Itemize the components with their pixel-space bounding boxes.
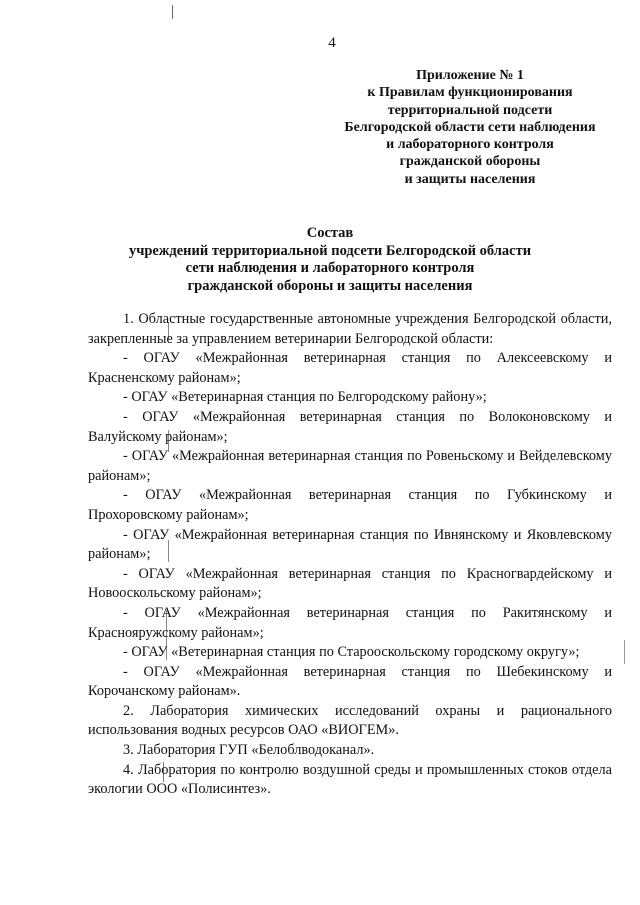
document-title [60,225,600,295]
document-body [88,310,612,800]
list-item: - ОГАУ «Ветеринарная станция по Старооскольскому городскому округу»; [123,644,580,661]
list-item: - ОГАУ «Межрайонная ветеринарная станция по Губкинскому и Прохоровскому районам»; [88,487,612,523]
scan-artifact-line [624,640,625,664]
appendix-line: территориальной подсети [387,102,553,118]
scan-artifact-line [172,5,173,19]
list-item: - ОГАУ «Межрайонная ветеринарная станция по Ровеньскому и Вейделевскому районам»; [88,448,612,484]
list-item: - ОГАУ «Межрайонная ветеринарная станция по Волоконовскому и Валуйскому районам»; [88,408,612,445]
appendix-line: к Правилам функционирования [367,85,573,101]
list-item: - ОГАУ «Межрайонная ветеринарная станция по Красногвардейскому и Новооскольскому районам»; [88,565,612,602]
title-line: Состав [306,225,354,241]
list-item: - ОГАУ «Межрайонная ветеринарная станция по Шебекинскому и Корочанскому районам». [88,663,612,700]
list-item: - ОГАУ «Межрайонная ветеринарная станция по Алексеевскому и Красненскому районам»; [88,350,612,386]
appendix-line: и защиты населения [404,171,536,187]
list-item: - ОГАУ «Межрайонная ветеринарная станция по Ивнянскому и Яковлевскому районам»; [88,526,612,563]
page-number: 4 [328,35,336,51]
list-item: - ОГАУ «Ветеринарная станция по Белгородскому району»; [123,389,487,406]
list-item: - ОГАУ «Межрайонная ветеринарная станция по Ракитянскому и Краснояружскому районам»; [88,604,612,641]
appendix-line: и лабораторного контроля [386,137,554,153]
paragraph: 2. Лаборатория химических исследований охраны и рационального использования водных ресурсов ОАО «ВИОГЕМ». [88,702,612,739]
appendix-line: Приложение № 1 [416,68,524,83]
paragraph: 4. Лаборатория по контролю воздушной среды и промышленных стоков отдела экологии ООО «Полисинтез». [88,761,612,798]
appendix-line: гражданской обороны [399,154,541,170]
paragraph: 3. Лаборатория ГУП «Белоблводоканал». [123,742,375,759]
title-line: учреждений территориальной подсети Белгородской области [128,242,532,259]
appendix-line: Белгородской области сети наблюдения [344,119,596,135]
title-line: сети наблюдения и лабораторного контроля [185,260,475,276]
appendix-header [320,67,620,188]
paragraph: 1. Областные государственные автономные учреждения Белгородской области, закрепленные за управлением ветеринарии Белгородской области: [88,311,612,347]
title-line: гражданской обороны и защиты населения [187,277,473,294]
